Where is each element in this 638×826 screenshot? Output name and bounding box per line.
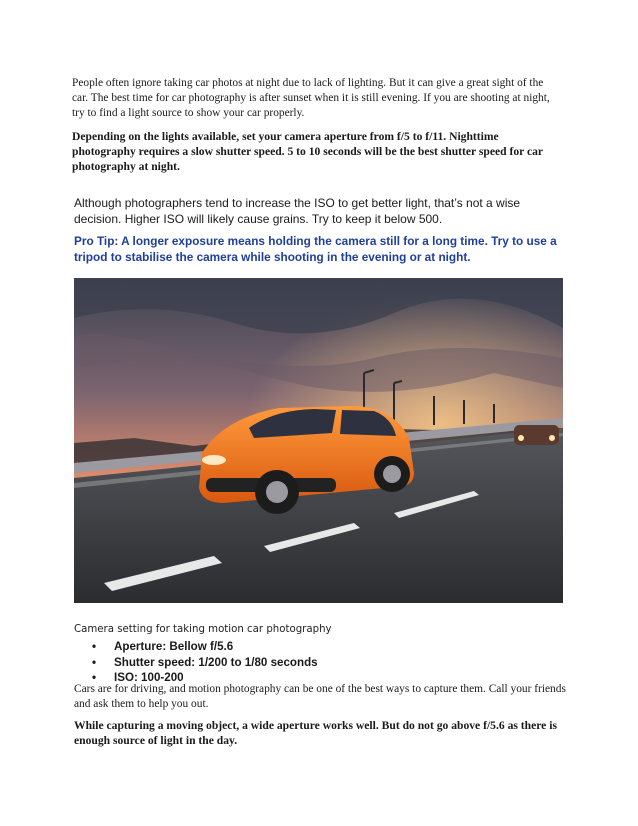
bullet-icon: •: [92, 640, 97, 653]
distant-car: [514, 425, 559, 445]
setting-aperture: Aperture: Bellow f/5.6: [114, 640, 234, 653]
night-aperture-paragraph: Depending on the lights available, set your camera aperture from f/5 to f/11. Nighttime photography requires a slow shutter speed. 5 to 10 seconds will be the best shutter speed for car photography at night.: [72, 130, 543, 173]
pro-tip-paragraph: Pro Tip: A longer exposure means holding the camera still for a long time. Try to use a tripod to stabilise the camera while shooting in the evening or at night.: [74, 234, 557, 264]
camera-settings-list: [92, 639, 318, 686]
setting-iso: ISO: 100-200: [114, 671, 184, 684]
iso-paragraph: Although photographers tend to increase the ISO to get better light, that’s not a wise decision. Higher ISO will likely cause grains. Try to keep it below 500.: [74, 196, 521, 226]
list-item: [92, 639, 318, 655]
intro-paragraph: People often ignore taking car photos at night due to lack of lighting. But it can give a great sight of the car. The best time for car photography is after sunset when it is still evening. If you are shooting at night, try to find a light source to show your car properly.: [72, 77, 550, 119]
motion-paragraph: Cars are for driving, and motion photography can be one of the best ways to capture them. Call your friends and ask them to help you out.: [74, 683, 566, 710]
list-item: [92, 655, 318, 671]
car-photo: [74, 278, 563, 603]
setting-shutter-speed: Shutter speed: 1/200 to 1/80 seconds: [114, 655, 318, 669]
bullet-icon: •: [92, 671, 97, 684]
photo-caption: Camera setting for taking motion car photography: [74, 624, 332, 635]
moving-object-paragraph: While capturing a moving object, a wide aperture works well. But do not go above f/5.6 as there is enough source of light in the day.: [74, 719, 557, 747]
bullet-icon: •: [92, 655, 97, 669]
